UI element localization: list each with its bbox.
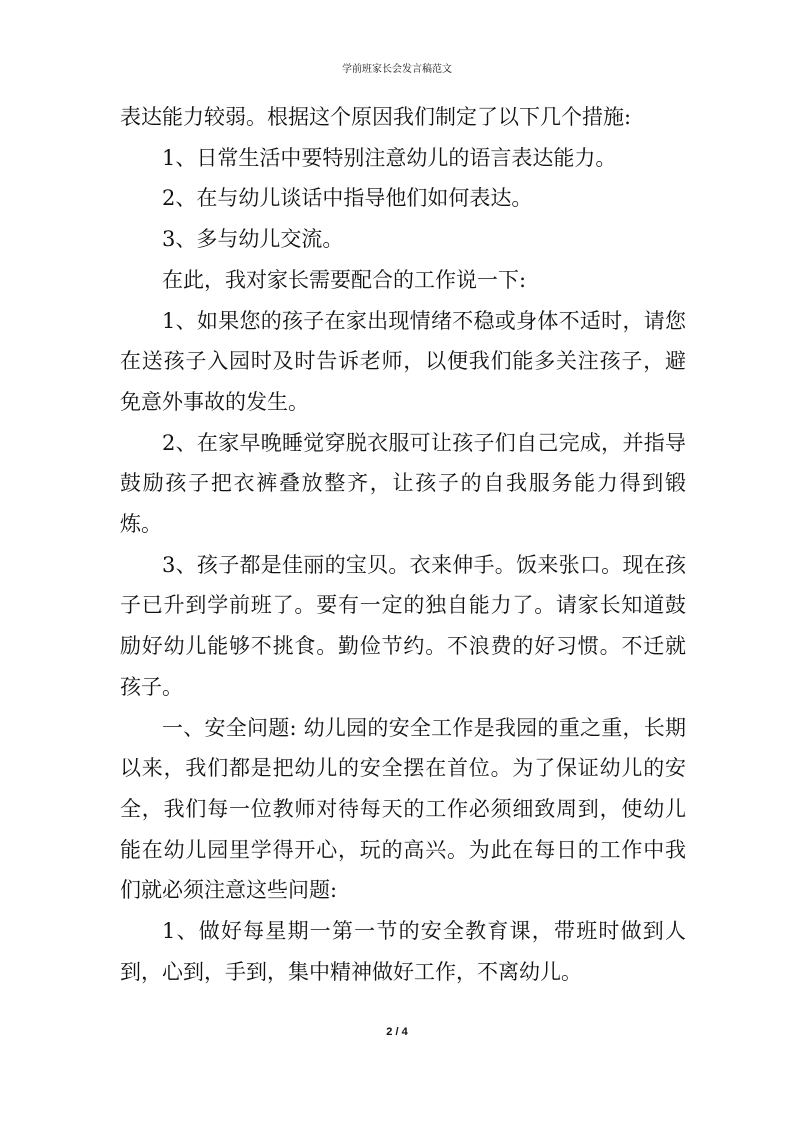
- document-body: [120, 97, 686, 992]
- paragraph: 2、在家早晚睡觉穿脱衣服可让孩子们自己完成，并指导鼓励孩子把衣裤叠放整齐，让孩子的自我服务能力得到锻炼。: [120, 430, 686, 537]
- paragraph: 2、在与幼儿谈话中指导他们如何表达。: [162, 186, 533, 211]
- paragraph: 表达能力较弱。根据这个原因我们制定了以下几个措施:: [120, 105, 632, 129]
- page-header-title: 学前班家长会发言稿范文: [342, 64, 452, 75]
- paragraph: 1、日常生活中要特别注意幼儿的语言表达能力。: [162, 145, 617, 170]
- paragraph: 一、安全问题: 幼儿园的安全工作是我园的重之重，长期以来，我们都是把幼儿的安全摆在首位。为了保证幼儿的安全，我们每一位教师对待每天的工作必须细致周到，使幼儿能在幼儿园里学得开心，玩的高兴。为此在每日的工作中我们就必须注意这些问题:: [120, 715, 686, 903]
- paragraph: 1、如果您的孩子在家出现情绪不稳或身体不适时，请您在送孩子入园时及时告诉老师，以便我们能多关注孩子，避免意外事故的发生。: [120, 308, 686, 414]
- paragraph: 在此，我对家长需要配合的工作说一下:: [162, 267, 527, 292]
- paragraph: 3、孩子都是佳丽的宝贝。衣来伸手。饭来张口。现在孩子已升到学前班了。要有一定的独自能力了。请家长知道鼓励好幼儿能够不挑食。勤俭节约。不浪费的好习惯。不迁就孩子。: [120, 552, 686, 699]
- paragraph: 3、多与幼儿交流。: [162, 227, 344, 252]
- paragraph: 1、做好每星期一第一节的安全教育课，带班时做到人到，心到，手到，集中精神做好工作，不离幼儿。: [120, 919, 686, 984]
- page-number: 2 / 4: [386, 1026, 408, 1038]
